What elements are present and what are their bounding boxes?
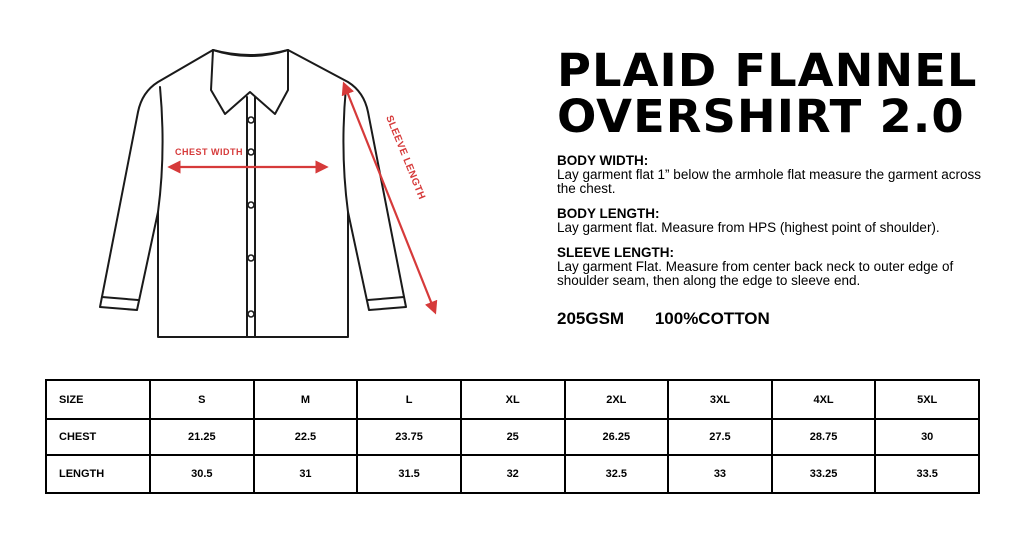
table-cell: 3XL <box>668 380 772 419</box>
spec-heading: SLEEVE LENGTH: <box>557 245 675 260</box>
table-cell: 5XL <box>875 380 979 419</box>
table-cell: SIZE <box>46 380 150 419</box>
table-cell: 28.75 <box>772 419 876 455</box>
table-cell: 23.75 <box>357 419 461 455</box>
table-row-chest <box>46 419 979 455</box>
table-cell: L <box>357 380 461 419</box>
table-cell: 31 <box>254 455 358 493</box>
table-cell: 27.5 <box>668 419 772 455</box>
table-cell: S <box>150 380 254 419</box>
sleeve-length-label: SLEEVE LENGTH <box>383 114 428 202</box>
table-cell: 22.5 <box>254 419 358 455</box>
table-header-row <box>46 380 979 419</box>
fabric-material: 100%COTTON <box>654 309 770 328</box>
table-cell: 33.25 <box>772 455 876 493</box>
buttons <box>248 117 254 317</box>
table-cell: 26.25 <box>565 419 669 455</box>
spec-text: Lay garment flat 1” below the armhole flat measure the garment across the chest. <box>557 167 981 196</box>
measurement-instructions <box>557 154 987 299</box>
spec-body-length <box>557 207 987 235</box>
table-row-length <box>46 455 979 493</box>
fabric-weight: 205GSM <box>557 309 625 328</box>
spec-body-width <box>557 154 987 196</box>
table-cell: 30.5 <box>150 455 254 493</box>
table-cell: 32 <box>461 455 565 493</box>
fabric-info <box>557 309 796 329</box>
table-cell: 21.25 <box>150 419 254 455</box>
table-cell: 30 <box>875 419 979 455</box>
table-cell: XL <box>461 380 565 419</box>
chest-width-label: CHEST WIDTH <box>175 147 243 157</box>
table-cell: 32.5 <box>565 455 669 493</box>
title-line-2: OVERSHIRT 2.0 <box>557 90 965 143</box>
spec-sleeve-length <box>557 246 987 288</box>
table-cell: LENGTH <box>46 455 150 493</box>
spec-heading: BODY WIDTH: <box>557 153 649 168</box>
title-line-1: PLAID FLANNEL <box>557 44 978 97</box>
shirt-outline <box>100 50 406 337</box>
table-cell: M <box>254 380 358 419</box>
table-cell: 31.5 <box>357 455 461 493</box>
spec-text: Lay garment flat. Measure from HPS (highest point of shoulder). <box>557 220 940 235</box>
shirt-diagram <box>90 42 450 347</box>
table-cell: 33.5 <box>875 455 979 493</box>
spec-text: Lay garment Flat. Measure from center back neck to outer edge of shoulder seam, then along the edge to sleeve end. <box>557 259 954 288</box>
table-cell: 33 <box>668 455 772 493</box>
table-cell: 4XL <box>772 380 876 419</box>
spec-heading: BODY LENGTH: <box>557 206 660 221</box>
table-cell: CHEST <box>46 419 150 455</box>
size-chart-table <box>45 379 980 494</box>
table-cell: 2XL <box>565 380 669 419</box>
product-title <box>557 44 978 143</box>
table-cell: 25 <box>461 419 565 455</box>
